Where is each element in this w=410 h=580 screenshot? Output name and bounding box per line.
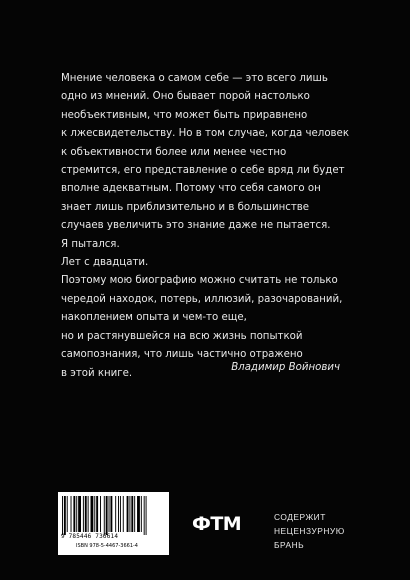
barcode-bar (129, 496, 130, 532)
warning-line: БРАНЬ (274, 540, 305, 550)
barcode-bar (76, 496, 77, 532)
text-line: знает лишь приблизительно и в большинстве (61, 201, 310, 213)
barcode-bar (104, 496, 105, 535)
barcode-bar (118, 496, 119, 532)
text-line: необъективным, что может быть приравнено (61, 109, 308, 121)
warning-line: НЕЦЕНЗУРНУЮ (274, 526, 345, 536)
warning-line: СОДЕРЖИТ (274, 512, 326, 522)
barcode-digits: 9 785446 736614 (61, 533, 119, 540)
barcode-bar (146, 496, 147, 535)
text-line: чередой находок, потерь, иллюзий, разочарований, (61, 293, 343, 305)
barcode-label (58, 492, 169, 555)
barcode-bar (64, 496, 66, 535)
text-line: к объективности более или менее честно (61, 146, 287, 158)
barcode-bar (123, 496, 124, 532)
text-line: но и растянувшейся на всю жизнь попыткой (61, 330, 303, 342)
text-line: накоплением опыта и чем-то еще, (61, 312, 247, 324)
publisher-logo: ФТМ (192, 513, 242, 535)
barcode-bar (83, 496, 84, 532)
text-line: вполне адекватным. Потому что себя самого он (61, 183, 321, 195)
text-line: в этой книге. (61, 367, 133, 379)
isbn-text: ISBN 978-5-4467-3661-4 (76, 543, 138, 549)
text-line: стремится, его представление о себе вряд ли будет (61, 165, 345, 177)
barcode-bar (106, 496, 108, 535)
text-line: к лжесвидетельству. Но в том случае, когда человек (61, 128, 349, 140)
barcode-bar (71, 496, 72, 532)
barcode-bar (115, 496, 116, 532)
barcode-bar (78, 496, 81, 532)
text-line: Мнение человека о самом себе — это всего лишь (61, 73, 328, 84)
text-line: одно из мнений. Оно бывает порой настолько (61, 91, 310, 103)
content-warning (274, 510, 345, 552)
barcode-bar (73, 496, 75, 532)
barcode-bar (88, 496, 89, 532)
barcode-bar (62, 496, 63, 535)
text-line: Я пытался. (61, 238, 120, 250)
barcode-bar (134, 496, 135, 532)
barcode-bar (85, 496, 87, 532)
barcode-bar (67, 496, 68, 532)
barcode-bar (94, 496, 95, 532)
barcode-bar (120, 496, 121, 532)
text-line: самопознания, что лишь частично отражено (61, 349, 303, 361)
text-line: Поэтому мою биографию можно считать не только (61, 275, 338, 287)
text-line: случаев увеличить это знание даже не пытается. (61, 220, 331, 232)
barcode-bar (137, 496, 140, 532)
author-signature: Владимир Войнович (231, 362, 340, 373)
barcode-bar (127, 496, 129, 532)
barcode-bar (109, 496, 110, 532)
barcode-bar (91, 496, 94, 532)
barcode-bar (100, 496, 101, 532)
text-line: Лет с двадцати. (61, 257, 149, 269)
barcode-bar (144, 496, 145, 535)
cover-text (61, 70, 381, 383)
barcode-bar (96, 496, 98, 532)
barcode-bar (131, 496, 133, 532)
barcode-bar (141, 496, 142, 532)
barcode-bar (110, 496, 112, 532)
